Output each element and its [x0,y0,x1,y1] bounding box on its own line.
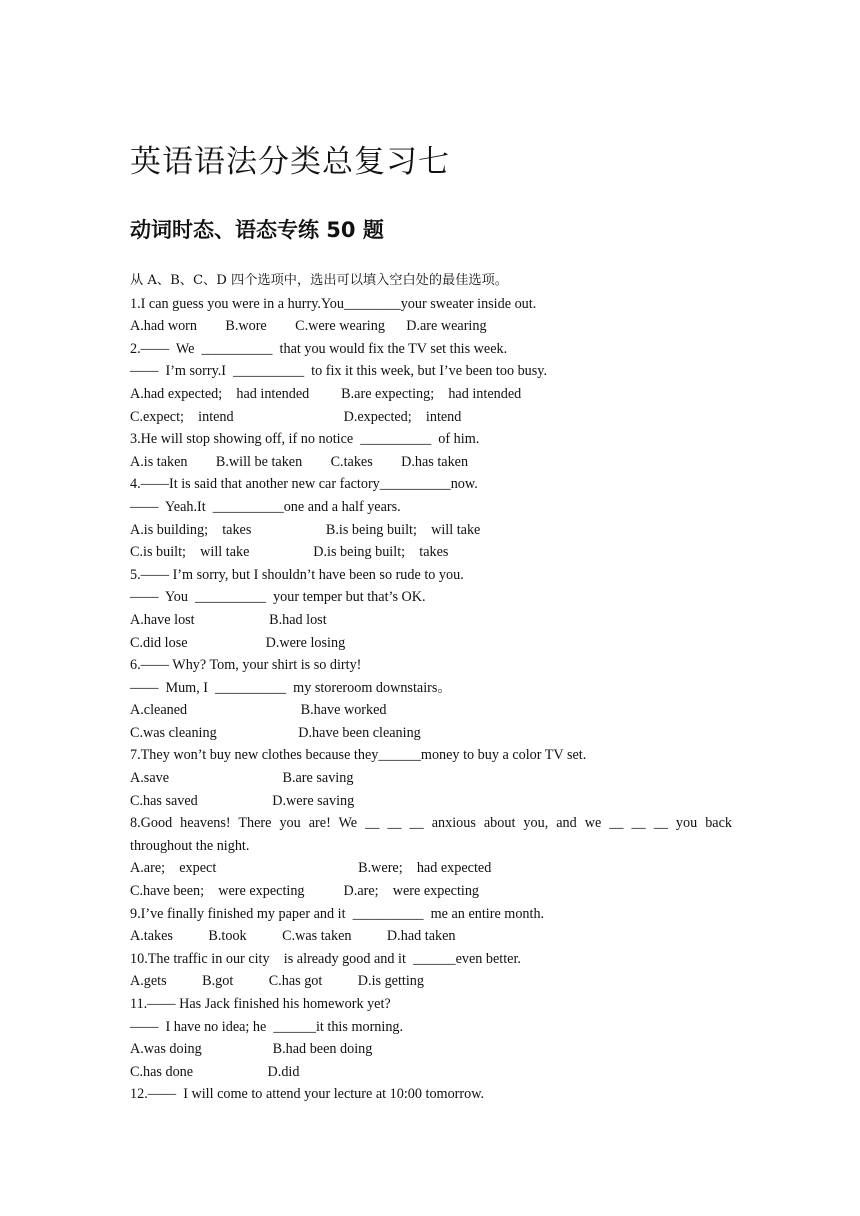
text-line: C.did lose D.were losing [130,634,346,651]
text-line: —— I’m sorry.I __________ to fix it this week, but I’ve been too busy. [130,363,548,380]
text-line: throughout the night. [130,837,250,854]
text-line: —— Mum, I __________ my storeroom downstairs。 [130,679,452,696]
text-line: A.have lost B.had lost [130,611,327,628]
text-line: —— You __________ your temper but that’s OK. [130,589,426,606]
text-line: 9.I’ve finally finished my paper and it __________ me an entire month. [130,905,545,922]
text-line: C.has saved D.were saving [130,792,355,809]
text-line: A.save B.are saving [130,770,354,787]
text-line: 8.Good heavens! There you are! We __ __ __ anxious about you, and we __ __ __ you back [130,815,732,832]
text-line: A.is building; takes B.is being built; will take [130,521,481,538]
page-subtitle: 动词时态、语态专练 50 题 [130,218,384,242]
text-line: 2.—— We __________ that you would fix the TV set this week. [130,340,508,357]
text-line: C.have been; were expecting D.are; were expecting [130,883,480,900]
instruction-text: 从 A、B、C、D 四个选项中，选出可以填入空白处的最佳选项。 [130,273,508,288]
text-line: 10.The traffic in our city is already good and it ______even better. [130,950,521,967]
text-line: 12.—— I will come to attend your lecture at 10:00 tomorrow. [130,1086,485,1103]
text-line: 1.I can guess you were in a hurry.You________your sweater inside out. [130,295,537,312]
text-line: —— I have no idea; he ______it this morning. [130,1018,404,1035]
text-line: 7.They won’t buy new clothes because they______money to buy a color TV set. [130,747,587,764]
question-body [130,270,732,1106]
text-line: A.had worn B.wore C.were wearing D.are wearing [130,318,487,335]
text-line: C.expect; intend D.expected; intend [130,408,462,425]
text-line: A.is taken B.will be taken C.takes D.has taken [130,453,469,470]
text-line: A.takes B.took C.was taken D.had taken [130,928,456,945]
text-line: —— Yeah.It __________one and a half years. [130,498,401,515]
text-line: A.gets B.got C.has got D.is getting [130,973,424,990]
page-title: 英语语法分类总复习七 [130,144,450,180]
text-line: 5.—— I’m sorry, but I shouldn’t have been so rude to you. [130,566,464,583]
text-line: 3.He will stop showing off, if no notice __________ of him. [130,431,480,448]
text-line: A.cleaned B.have worked [130,702,387,719]
text-line: A.was doing B.had been doing [130,1041,373,1058]
text-line: A.are; expect B.were; had expected [130,860,492,877]
text-line: 6.—— Why? Tom, your shirt is so dirty! [130,657,362,674]
text-line: C.is built; will take D.is being built; takes [130,544,449,561]
text-line: 11.—— Has Jack finished his homework yet? [130,996,391,1012]
text-line: C.was cleaning D.have been cleaning [130,724,421,741]
text-line: 4.——It is said that another new car factory__________now. [130,476,478,493]
text-line: C.has done D.did [130,1063,300,1080]
text-line: A.had expected; had intended B.are expecting; had intended [130,385,522,402]
